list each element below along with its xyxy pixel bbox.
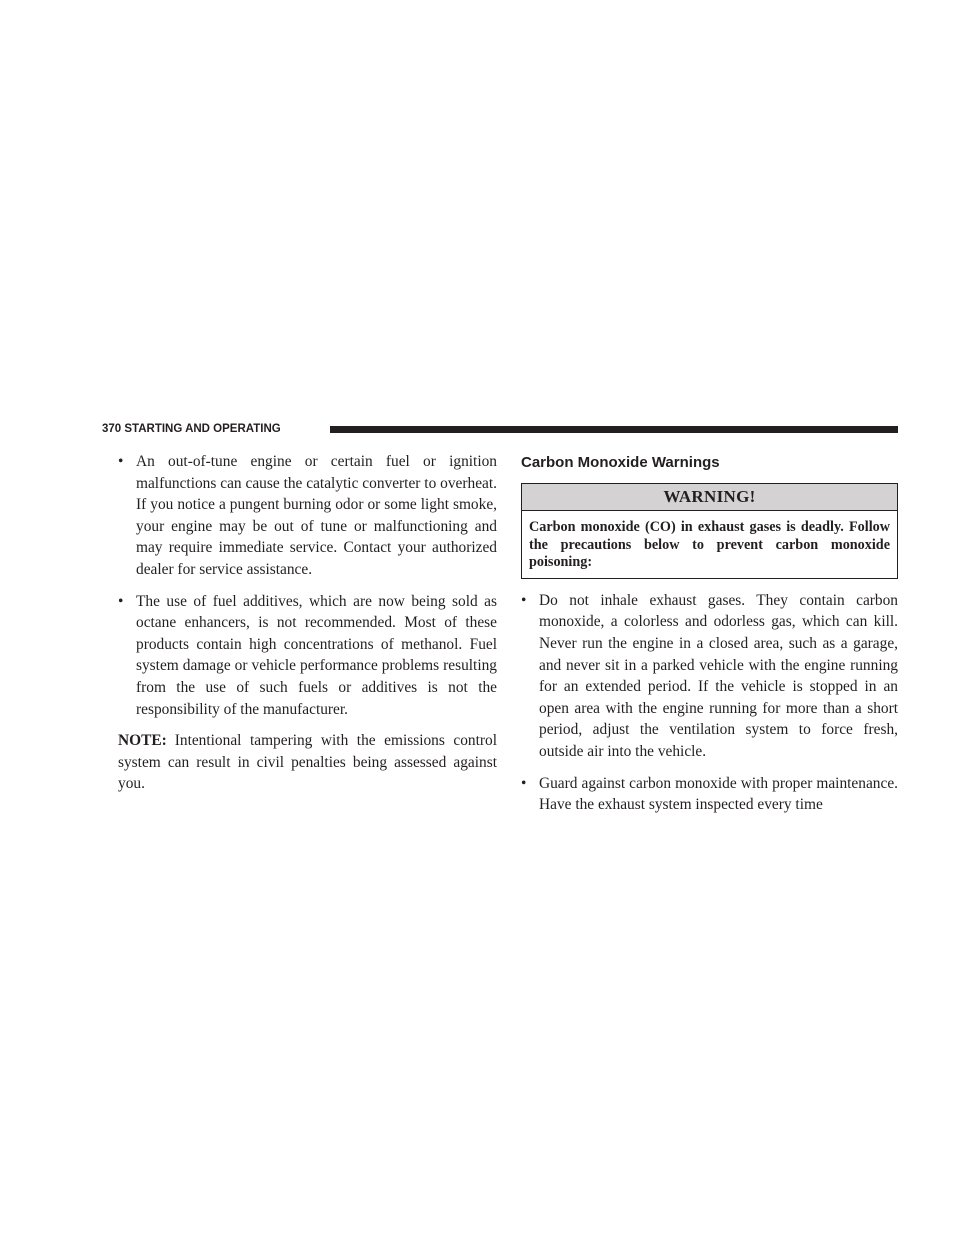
warning-body: Carbon monoxide (CO) in exhaust gases is deadly. Follow the precautions below to prevent carbon monoxide poisoning: (529, 519, 890, 571)
list-item (521, 590, 898, 763)
bullet-icon: • (521, 774, 527, 792)
note-paragraph (118, 730, 497, 795)
warning-box (521, 483, 898, 579)
bullet-text: An out-of-tune engine or certain fuel or ignition malfunctions can cause the catalytic converter to overheat. If you notice a pungent burning odor or some light smoke, your engine may be out of tune or malfunctioning and may require immediate service. Contact your authorized dealer for service assistance. (136, 453, 497, 578)
bullet-text: The use of fuel additives, which are now being sold as octane enhancers, is not recommended. Most of these products contain high concentrations of methanol. Fuel system damage or vehicle performance problems resulting from the use of such fuels or additives is not the responsibility of the manufacturer. (136, 592, 497, 718)
list-item (118, 451, 497, 581)
header-rule (330, 426, 898, 433)
note-label: NOTE: (118, 732, 167, 750)
bullet-icon: • (118, 592, 124, 610)
list-item (118, 591, 497, 721)
right-column (521, 451, 898, 826)
list-item (521, 773, 898, 816)
bullet-text: Do not inhale exhaust gases. They contain carbon monoxide, a colorless and odorless gas, which can kill. Never run the engine in a closed area, such as a garage, and never sit in a parked vehicle with the engine running for an extended period. If the vehicle is stopped in an open area with the engine running for more than a short period, adjust the ventilation system to force fresh, outside air into the vehicle. (539, 591, 898, 760)
left-column (118, 451, 497, 795)
section-heading: Carbon Monoxide Warnings (521, 454, 720, 471)
page-number-and-section: 370 STARTING AND OPERATING (102, 422, 287, 436)
bullet-text: Guard against carbon monoxide with proper maintenance. Have the exhaust system inspected every time (539, 774, 898, 814)
bullet-icon: • (521, 591, 527, 609)
bullet-icon: • (118, 453, 124, 470)
warning-title: WARNING! (522, 484, 897, 511)
page-header (102, 422, 898, 436)
note-text: Intentional tampering with the emissions control system can result in civil penalties being assessed against you. (118, 732, 497, 793)
